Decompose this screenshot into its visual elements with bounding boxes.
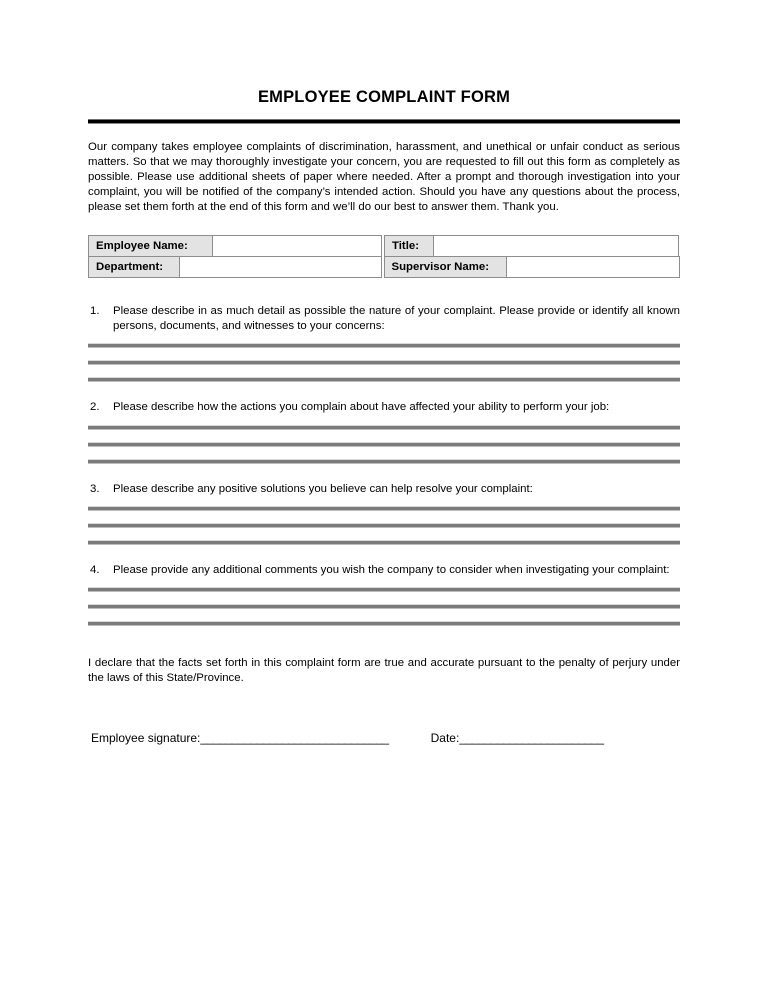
answer-line[interactable] bbox=[88, 506, 680, 511]
question-number: 2. bbox=[90, 401, 100, 414]
answer-line[interactable] bbox=[88, 621, 680, 626]
answer-area-2 bbox=[88, 425, 680, 464]
answer-area-1 bbox=[88, 343, 680, 382]
answer-line[interactable] bbox=[88, 425, 680, 430]
question-item-3 bbox=[88, 482, 680, 545]
question-label: Please describe any positive solutions you believe can help resolve your complaint: bbox=[113, 482, 533, 495]
supervisor-name-field[interactable] bbox=[506, 256, 680, 278]
answer-area-3 bbox=[88, 506, 680, 545]
question-text-row bbox=[88, 400, 680, 415]
question-item-2 bbox=[88, 400, 680, 463]
question-label: Please provide any additional comments you wish the company to consider when investigating your complaint: bbox=[113, 563, 670, 576]
answer-line[interactable] bbox=[88, 604, 680, 609]
answer-line[interactable] bbox=[88, 343, 680, 348]
title-divider bbox=[88, 119, 680, 124]
question-text-row bbox=[88, 304, 680, 334]
question-text-row bbox=[88, 482, 680, 497]
document-content bbox=[88, 0, 680, 746]
table-row bbox=[88, 235, 680, 257]
employee-signature-label: Employee signature: bbox=[91, 730, 201, 745]
date-label: Date: bbox=[430, 730, 460, 745]
question-item-1 bbox=[88, 304, 680, 382]
question-text-row bbox=[88, 563, 680, 578]
answer-area-4 bbox=[88, 587, 680, 626]
department-label: Department: bbox=[88, 256, 180, 278]
supervisor-name-label: Supervisor Name: bbox=[384, 256, 508, 278]
question-number: 4. bbox=[90, 563, 100, 576]
questions-section bbox=[88, 304, 680, 625]
employee-name-label: Employee Name: bbox=[88, 235, 213, 257]
employee-name-field[interactable] bbox=[212, 235, 382, 257]
answer-line[interactable] bbox=[88, 459, 680, 464]
question-item-4 bbox=[88, 563, 680, 626]
answer-line[interactable] bbox=[88, 442, 680, 447]
page-title: EMPLOYEE COMPLAINT FORM bbox=[257, 88, 511, 106]
signature-section bbox=[88, 730, 680, 746]
question-label: Please describe how the actions you complain about have affected your ability to perform your job: bbox=[113, 401, 610, 414]
table-row bbox=[88, 256, 680, 278]
department-field[interactable] bbox=[179, 256, 382, 278]
employee-info-table bbox=[88, 235, 680, 278]
question-number: 3. bbox=[90, 482, 100, 495]
intro-paragraph: Our company takes employee complaints of discrimination, harassment, and unethical or unfair conduct as serious matters. So that we may thoroughly investigate your concern, you are requested to fill out this form as completely as possible. Please use additional sheets of paper where needed. After a prompt and thorough investigation into your complaint, you will be notified of the company’s intended action. Should you have any questions about the process, please set them forth at the end of this form and we’ll do our best to answer them. Thank you. bbox=[88, 140, 680, 214]
answer-line[interactable] bbox=[88, 587, 680, 592]
answer-line[interactable] bbox=[88, 540, 680, 545]
employee-signature-field[interactable]: ______________________________ bbox=[200, 730, 389, 745]
answer-line[interactable] bbox=[88, 377, 680, 382]
question-label: Please describe in as much detail as possible the nature of your complaint. Please provide or identify all known persons, documents, and witnesses to your concerns: bbox=[113, 305, 680, 333]
answer-line[interactable] bbox=[88, 360, 680, 365]
answer-line[interactable] bbox=[88, 523, 680, 528]
title-field[interactable] bbox=[433, 235, 679, 257]
title-label: Title: bbox=[384, 235, 434, 257]
date-field[interactable]: _______________________ bbox=[459, 730, 604, 745]
question-number: 1. bbox=[90, 305, 100, 318]
declaration-paragraph: I declare that the facts set forth in this complaint form are true and accurate pursuant to the penalty of perjury under the laws of this State/Province. bbox=[88, 656, 680, 684]
